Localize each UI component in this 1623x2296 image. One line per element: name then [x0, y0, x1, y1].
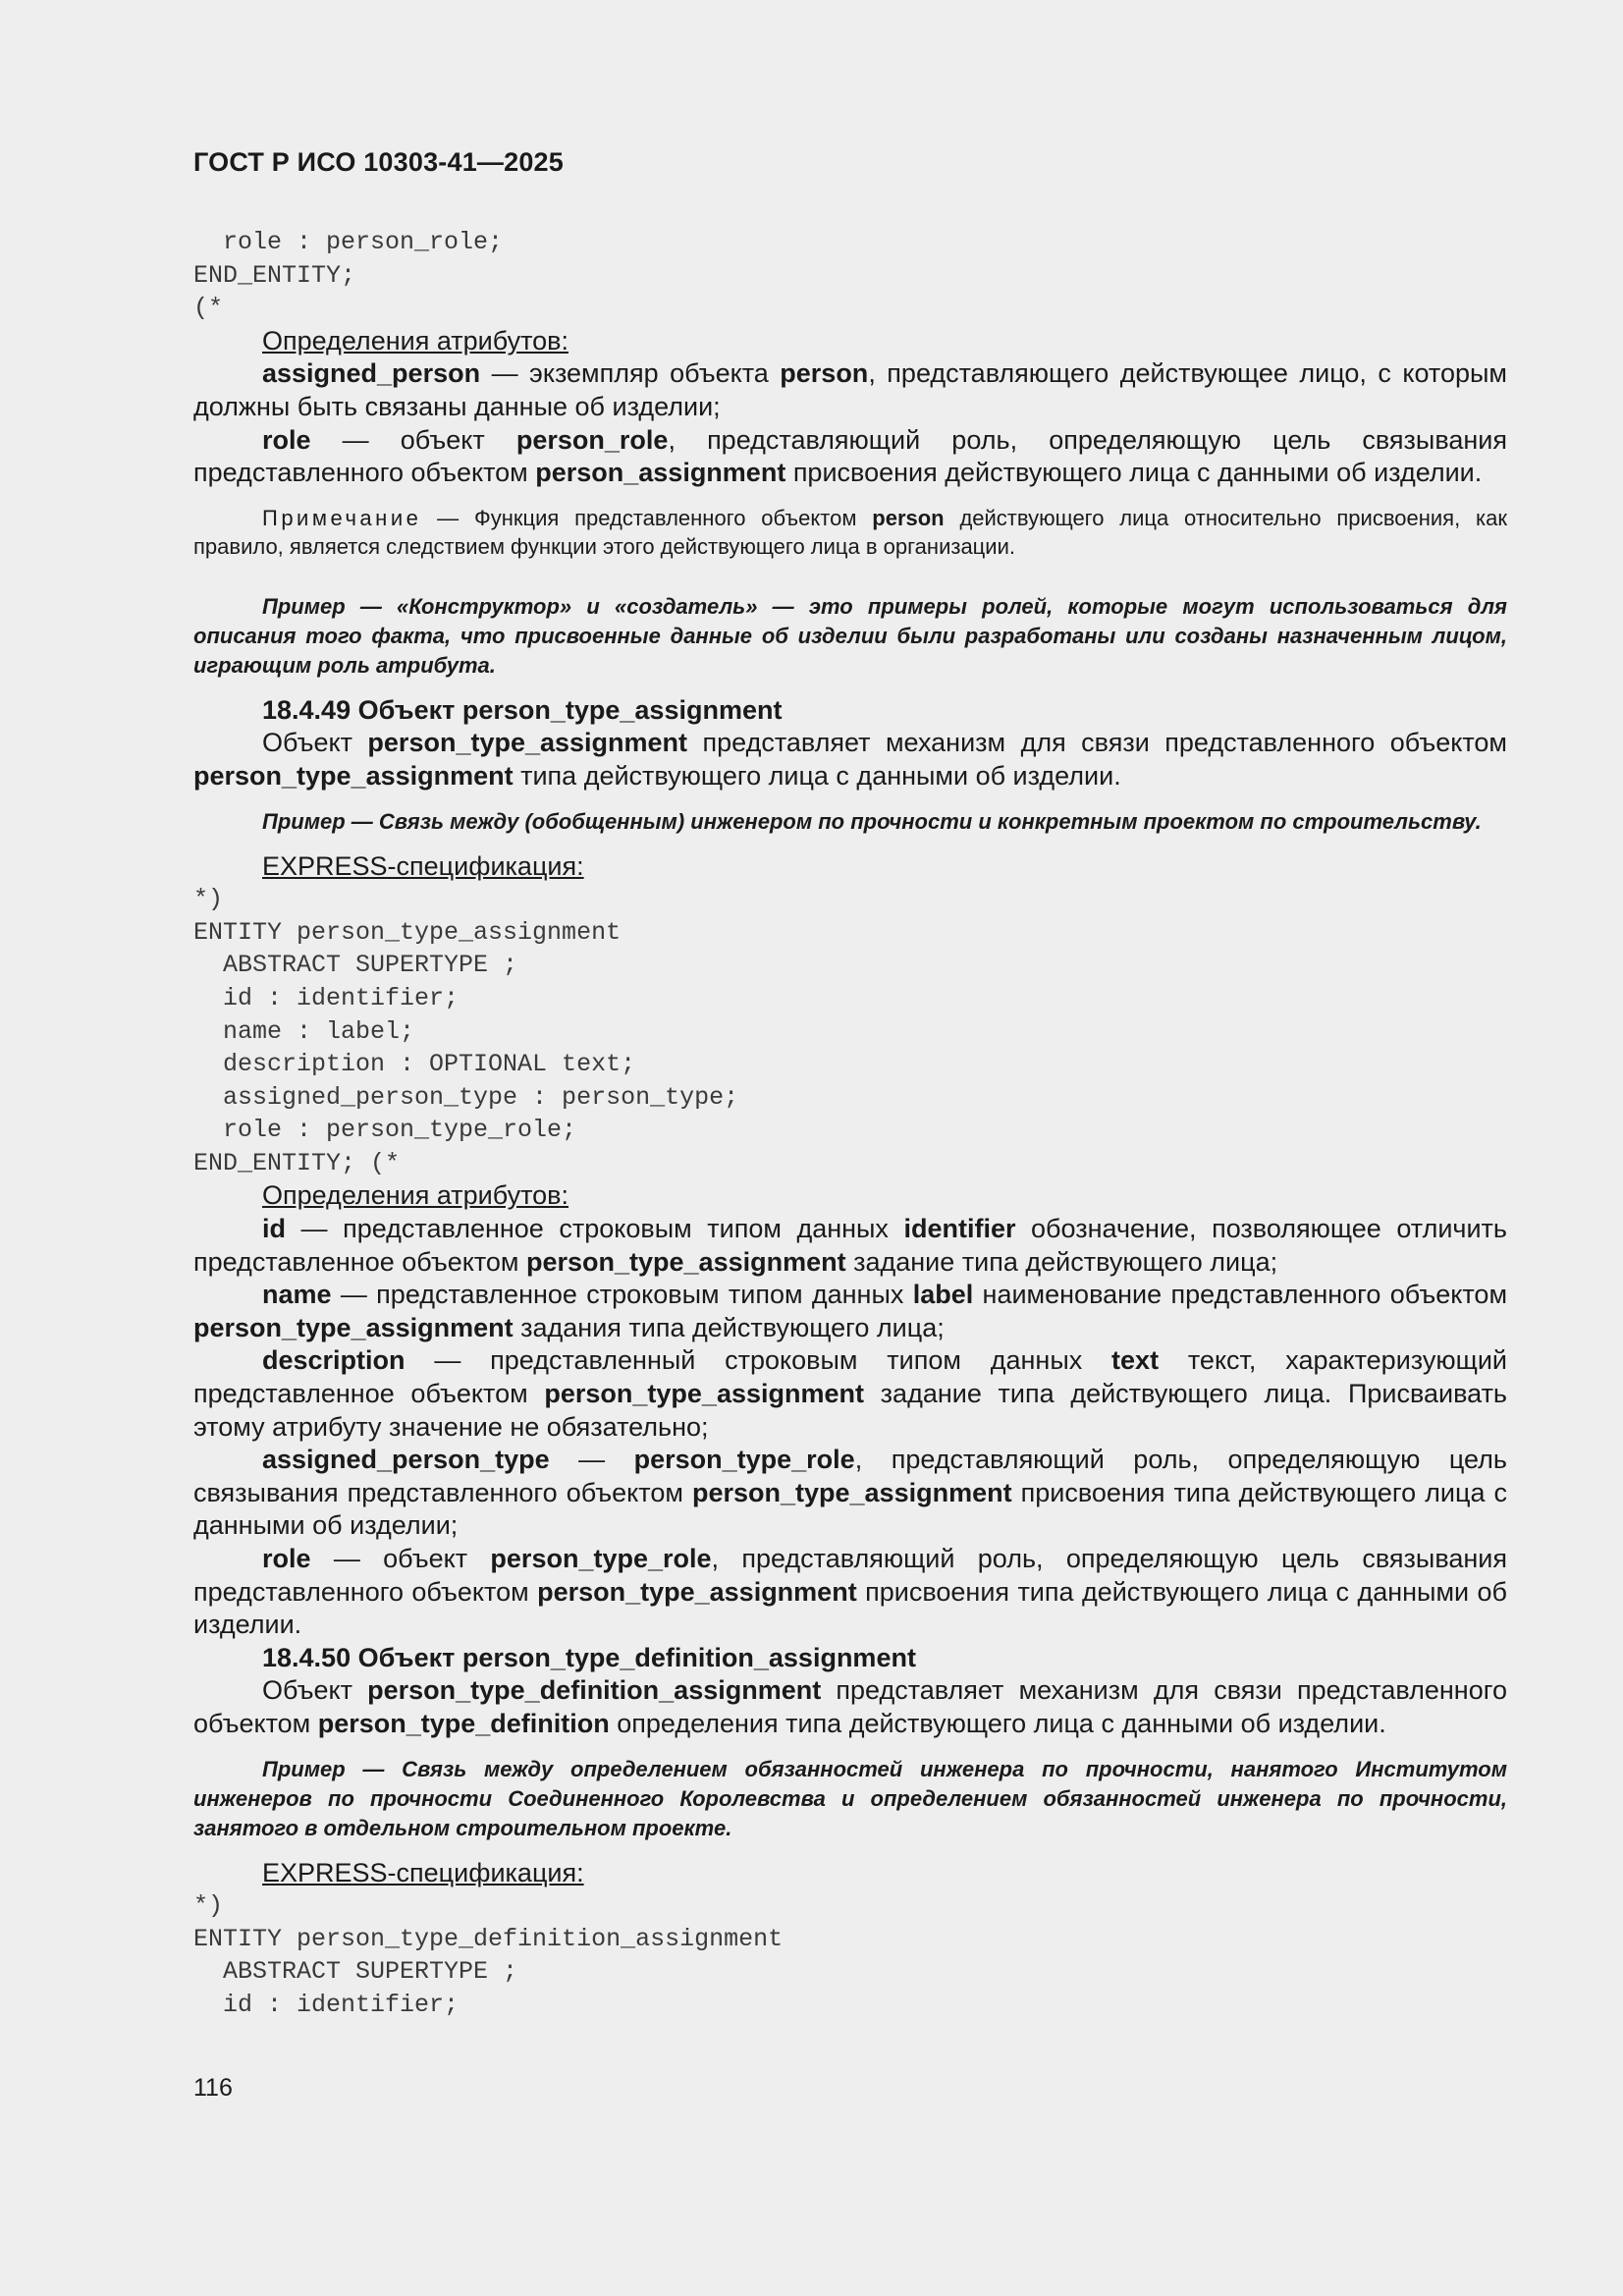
code-line: id : identifier;: [193, 983, 460, 1012]
example: Пример — Связь между (обобщенным) инженером по прочности и конкретным проектом по строительству.: [262, 808, 1482, 834]
attribute-definition: id — представленное строковым типом данных identifier обозначение, позволяющее отличить представленное объектом person_type_assignment задание типа действующего лица;: [193, 1214, 1507, 1277]
code-line: ENTITY person_type_definition_assignment: [193, 1924, 784, 1953]
code-line: END_ENTITY;: [193, 260, 356, 290]
section-description: Объект person_type_definition_assignment представляет механизм для связи представленного объектом person_type_definition определения типа действующего лица с данными об изделии.: [193, 1675, 1507, 1738]
code-line: name : label;: [193, 1016, 415, 1046]
page-content: [193, 226, 1507, 2022]
attribute-definition: description — представленный строковым типом данных text текст, характеризующий представленное объектом person_type_assignment задание типа действующего лица. Присваивать этому атрибуту значение не обязательно;: [193, 1345, 1507, 1442]
document-header: ГОСТ Р ИСО 10303-41—2025: [193, 147, 564, 177]
attribute-definitions-heading: Определения атрибутов:: [262, 325, 569, 355]
example: Пример — Связь между определением обязанностей инженера по прочности, нанятого Институтом инженеров по прочности Соединенного Королевства и определением обязанностей инженера по прочности, занятого в отдельном строительном проекте.: [193, 1756, 1507, 1840]
section-heading: 18.4.49 Объект person_type_assignment: [262, 694, 783, 725]
section-heading: 18.4.50 Объект person_type_definition_assignment: [262, 1642, 916, 1672]
code-line: END_ENTITY; (*: [193, 1148, 401, 1177]
attribute-definition: assigned_person — экземпляр объекта person, представляющего действующее лицо, с которым должны быть связаны данные об изделии;: [193, 358, 1507, 421]
code-line: ENTITY person_type_assignment: [193, 917, 622, 947]
code-line: role : person_type_role;: [193, 1116, 577, 1145]
code-line: assigned_person_type : person_type;: [193, 1082, 739, 1112]
code-line: role : person_role;: [193, 228, 504, 256]
code-line: ABSTRACT SUPERTYPE ;: [193, 951, 518, 980]
attribute-definitions-heading: Определения атрибутов:: [262, 1180, 569, 1211]
code-line: *): [193, 1891, 224, 1921]
section-description: Объект person_type_assignment представляет механизм для связи представленного объектом person_type_assignment типа действующего лица с данными об изделии.: [193, 728, 1507, 791]
code-line: description : OPTIONAL text;: [193, 1050, 636, 1079]
attribute-definition: name — представленное строковым типом данных label наименование представленного объектом person_type_assignment задания типа действующего лица;: [193, 1280, 1507, 1342]
express-spec-heading: EXPRESS-спецификация:: [262, 1857, 584, 1887]
code-line: (*: [193, 294, 224, 323]
note-label: Примечание: [262, 505, 422, 530]
express-spec-heading: EXPRESS-спецификация:: [262, 850, 584, 881]
attribute-definition: assigned_person_type — person_type_role, представляющий роль, определяющую цель связывания представленного объектом person_type_assignment присвоения типа действующего лица с данными об изделии;: [193, 1445, 1507, 1541]
note: Примечание — Функция представленного объектом person действующего лица относительно присвоения, как правило, является следствием функции этого действующего лица в организации.: [193, 505, 1507, 559]
page-number: 116: [193, 2074, 233, 2102]
attribute-definition: role — объект person_role, представляющий роль, определяющую цель связывания представленного объектом person_assignment присвоения действующего лица с данными об изделии.: [193, 424, 1508, 488]
code-line: *): [193, 885, 224, 914]
code-line: id : identifier;: [193, 1990, 460, 2019]
code-line: ABSTRACT SUPERTYPE ;: [193, 1957, 518, 1987]
example: Пример — «Конструктор» и «создатель» — это примеры ролей, которые могут использоваться для описания того факта, что присвоенные данные об изделии были разработаны или созданы назначенным лицом, играющим роль атрибута.: [193, 593, 1507, 678]
attribute-definition: role — объект person_type_role, представляющий роль, определяющую цель связывания представленного объектом person_type_assignment присвоения типа действующего лица с данными об изделии.: [193, 1544, 1508, 1640]
